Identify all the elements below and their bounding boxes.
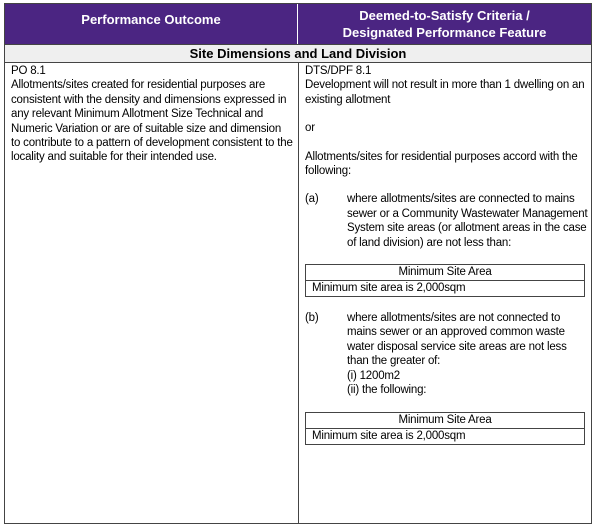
- dts-criteria-cell: [305, 64, 589, 445]
- header-dts-dpf: [298, 4, 591, 44]
- list-item-b: [305, 311, 589, 397]
- item-b-sub1: (i) 1200m2: [347, 369, 400, 382]
- performance-outcome-cell: [11, 64, 293, 165]
- table-b-header: Minimum Site Area: [306, 412, 585, 428]
- table-b-row: Minimum site area is 2,000sqm: [306, 428, 585, 444]
- dts-paragraph-2: Allotments/sites for residential purposes accord with the following:: [305, 150, 578, 178]
- min-site-area-table-a: [305, 264, 585, 297]
- min-site-area-table-b: [305, 412, 585, 445]
- dts-code: DTS/DPF 8.1: [305, 65, 372, 77]
- header-col2-line1: Deemed-to-Satisfy Criteria /: [359, 8, 530, 23]
- po-code: PO 8.1: [11, 65, 46, 77]
- item-b-text: where allotments/sites are not connected to mains sewer or an approved common waste water disposal service site areas are not less than the greater of:: [347, 312, 567, 368]
- column-divider: [298, 63, 299, 523]
- header-col1-text: Performance Outcome: [81, 12, 221, 27]
- header-performance-outcome: [5, 4, 298, 44]
- item-a-text: where allotments/sites are connected to mains sewer or a Community Wastewater Management System site areas (or allotment areas in the case of land division) are not less than:: [347, 193, 588, 249]
- dts-or: or: [305, 122, 315, 135]
- item-a-label: (a): [305, 193, 319, 206]
- table-a-row: Minimum site area is 2,000sqm: [306, 281, 585, 297]
- po-text: Allotments/sites created for residential purposes are consistent with the density and dimensions expressed in any relevant Minimum Allotment Size Technical and Numeric Variation or are of suitable size and dimension to contribute to a pattern of development consistent to the locality and suitable for their intended use.: [11, 79, 293, 164]
- criteria-table: [4, 3, 592, 524]
- item-b-sub2: (ii) the following:: [347, 384, 427, 397]
- header-col2-line2: Designated Performance Feature: [342, 25, 547, 40]
- section-title: Site Dimensions and Land Division: [5, 44, 591, 63]
- list-item-a: [305, 192, 589, 250]
- dts-paragraph-1: Development will not result in more than 1 dwelling on an existing allotment: [305, 79, 585, 106]
- table-a-header: Minimum Site Area: [306, 265, 585, 281]
- item-b-label: (b): [305, 312, 319, 325]
